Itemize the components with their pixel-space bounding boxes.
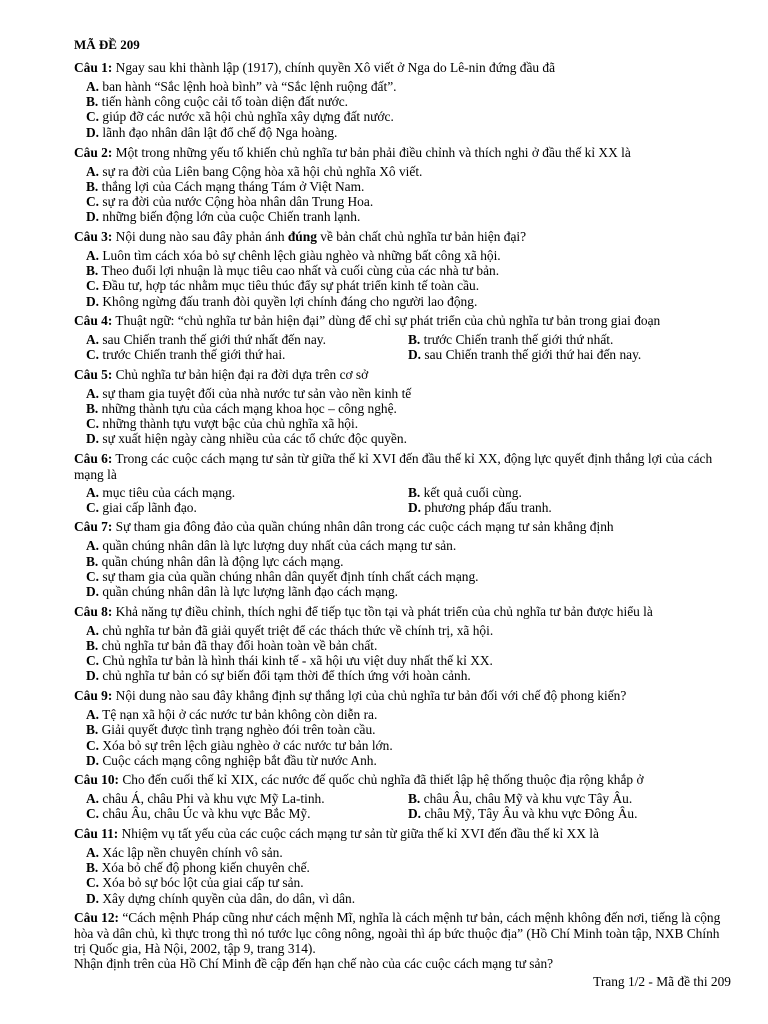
question-6: Câu 6: Trong các cuộc cách mạng tư sản từ giữa thế kỉ XVI đến đầu thế kỉ XX, động lực quyết định thắng lợi của cách mạng là <box>74 451 713 482</box>
q10-option-a: A. châu Á, châu Phi và khu vực Mỹ La-tinh. <box>86 791 325 806</box>
question-11: Câu 11: Nhiệm vụ tất yếu của các cuộc cách mạng tư sản từ giữa thế kỉ XVI đến đầu thế kỉ XX là <box>74 826 599 841</box>
q5-option-c: C. những thành tựu vượt bậc của chủ nghĩa xã hội. <box>86 416 359 431</box>
question-1 <box>74 60 734 76</box>
q10-option-d: D. châu Mỹ, Tây Âu và khu vực Đông Âu. <box>408 806 638 821</box>
q9-option-b: B. Giải quyết được tình trạng nghèo đói trên toàn cầu. <box>86 722 376 737</box>
q1-option-d: D. lãnh đạo nhân dân lật đổ chế độ Nga hoàng. <box>86 125 338 140</box>
q11-option-b: B. Xóa bỏ chế độ phong kiến chuyên chế. <box>86 860 310 875</box>
exam-code: MÃ ĐỀ 209 <box>74 37 140 52</box>
question-12-followup: Nhận định trên của Hồ Chí Minh đề cập đến hạn chế nào của các cuộc cách mạng tư sản? <box>74 956 554 971</box>
q9-option-d: D. Cuộc cách mạng công nghiệp bắt đầu từ nước Anh. <box>86 753 377 768</box>
q11-option-d: D. Xây dựng chính quyền của dân, do dân, vì dân. <box>86 891 356 906</box>
q3-option-c: C. Đầu tư, hợp tác nhằm mục tiêu thúc đẩy sự phát triển kinh tế toàn cầu. <box>86 278 480 293</box>
q9-option-a: A. Tệ nạn xã hội ở các nước tư bản không còn diễn ra. <box>86 707 378 722</box>
question-number: Câu 1: <box>74 60 113 75</box>
q1-option-a: A. ban hành “Sắc lệnh hoà bình” và “Sắc lệnh ruộng đất”. <box>86 79 397 94</box>
q6-option-d: D. phương pháp đấu tranh. <box>408 500 552 515</box>
question-2: Câu 2: Một trong những yếu tố khiến chủ nghĩa tư bản phải điều chỉnh và thích nghi ở đầu thế kỉ XX là <box>74 145 631 160</box>
q1-option-c: C. giúp đỡ các nước xã hội chủ nghĩa xây dựng đất nước. <box>86 109 394 124</box>
q10-option-c: C. châu Âu, châu Úc và khu vực Bắc Mỹ. <box>86 806 311 821</box>
q11-option-c: C. Xóa bỏ sự bóc lột của giai cấp tư sản. <box>86 875 304 890</box>
q3-option-a: A. Luôn tìm cách xóa bỏ sự chênh lệch giàu nghèo và những bất công xã hội. <box>86 248 501 263</box>
q3-option-b: B. Theo đuổi lợi nhuận là mục tiêu cao nhất và cuối cùng của các nhà tư bản. <box>86 263 500 278</box>
question-7: Câu 7: Sự tham gia đông đảo của quần chúng nhân dân trong các cuộc cách mạng tư sản khẳng định <box>74 519 614 534</box>
q5-option-a: A. sự tham gia tuyệt đối của nhà nước tư sản vào nền kinh tế <box>86 386 412 401</box>
q7-option-d: D. quần chúng nhân dân là lực lượng lãnh đạo cách mạng. <box>86 584 399 599</box>
q4-option-a: A. sau Chiến tranh thế giới thứ nhất đến nay. <box>86 332 326 347</box>
q7-option-a: A. quần chúng nhân dân là lực lượng duy nhất của cách mạng tư sản. <box>86 538 457 553</box>
q5-option-d: D. sự xuất hiện ngày càng nhiều của các tổ chức độc quyền. <box>86 431 407 446</box>
q8-option-d: D. chủ nghĩa tư bản có sự biến đổi tạm thời để thích ứng với hoàn cảnh. <box>86 668 471 683</box>
q6-option-c: C. giai cấp lãnh đạo. <box>86 500 197 515</box>
q2-option-d: D. những biến động lớn của cuộc Chiến tranh lạnh. <box>86 209 361 224</box>
q3-option-d: D. Không ngừng đấu tranh đòi quyền lợi chính đáng cho người lao động. <box>86 294 478 309</box>
q6-option-a: A. mục tiêu của cách mạng. <box>86 485 236 500</box>
q1-option-b: B. tiến hành công cuộc cải tổ toàn diện đất nước. <box>86 94 348 109</box>
q5-option-b: B. những thành tựu của cách mạng khoa học – công nghệ. <box>86 401 397 416</box>
question-text: Ngay sau khi thành lập (1917), chính quyền Xô viết ở Nga do Lê-nin đứng đầu đã <box>112 60 556 75</box>
q8-option-c: C. Chủ nghĩa tư bản là hình thái kinh tế - xã hội ưu việt duy nhất thế kỉ XX. <box>86 653 493 668</box>
q7-option-c: C. sự tham gia của quần chúng nhân dân quyết định tính chất cách mạng. <box>86 569 479 584</box>
page-footer: Trang 1/2 - Mã đề thi 209 <box>593 974 731 989</box>
q2-option-c: C. sự ra đời của nước Cộng hòa nhân dân Trung Hoa. <box>86 194 374 209</box>
q4-option-d: D. sau Chiến tranh thế giới thứ hai đến nay. <box>408 347 642 362</box>
q10-option-b: B. châu Âu, châu Mỹ và khu vực Tây Âu. <box>408 791 633 806</box>
q11-option-a: A. Xác lập nền chuyên chính vô sản. <box>86 845 283 860</box>
question-9: Câu 9: Nội dung nào sau đây khẳng định sự thắng lợi của chủ nghĩa tư bản đối với chế độ phong kiến? <box>74 688 627 703</box>
question-8: Câu 8: Khả năng tự điều chỉnh, thích nghi để tiếp tục tồn tại và phát triển của chủ nghĩa tư bản được hiểu là <box>74 604 653 619</box>
question-4: Câu 4: Thuật ngữ: “chủ nghĩa tư bản hiện đại” dùng để chỉ sự phát triển của chủ nghĩa tư bản trong giai đoạn <box>74 313 661 328</box>
question-5: Câu 5: Chủ nghĩa tư bản hiện đại ra đời dựa trên cơ sở <box>74 367 369 382</box>
q4-option-c: C. trước Chiến tranh thế giới thứ hai. <box>86 347 286 362</box>
question-12: Câu 12: “Cách mệnh Pháp cũng như cách mệnh Mĩ, nghĩa là cách mệnh tư bản, cách mệnh không đến nơi, tiếng là cộng hòa và dân chủ, kì thực trong thì nó tước lục công nông, ngoài thì áp bức thuộc địa” (Hồ Chí Minh toàn tập, NXB Chính trị Quốc gia, Hà Nội, 2002, tập 9, trang 314). <box>74 910 721 956</box>
question-10: Câu 10: Cho đến cuối thế kỉ XIX, các nước đế quốc chủ nghĩa đã thiết lập hệ thống thuộc địa rộng khắp ở <box>74 772 644 787</box>
q2-option-a: A. sự ra đời của Liên bang Cộng hòa xã hội chủ nghĩa Xô viết. <box>86 164 423 179</box>
q9-option-c: C. Xóa bỏ sự trên lệch giàu nghèo ở các nước tư bản lớn. <box>86 738 393 753</box>
q8-option-a: A. chủ nghĩa tư bản đã giải quyết triệt để các thách thức về chính trị, xã hội. <box>86 623 494 638</box>
q6-option-b: B. kết quả cuối cùng. <box>408 485 522 500</box>
q7-option-b: B. quần chúng nhân dân là động lực cách mạng. <box>86 554 344 569</box>
q2-option-b: B. thắng lợi của Cách mạng tháng Tám ở Việt Nam. <box>86 179 365 194</box>
q4-option-b: B. trước Chiến tranh thế giới thứ nhất. <box>408 332 614 347</box>
q8-option-b: B. chủ nghĩa tư bản đã thay đổi hoàn toàn về bản chất. <box>86 638 378 653</box>
question-3: Câu 3: Nội dung nào sau đây phản ánh đúng về bản chất chủ nghĩa tư bản hiện đại? <box>74 229 527 244</box>
